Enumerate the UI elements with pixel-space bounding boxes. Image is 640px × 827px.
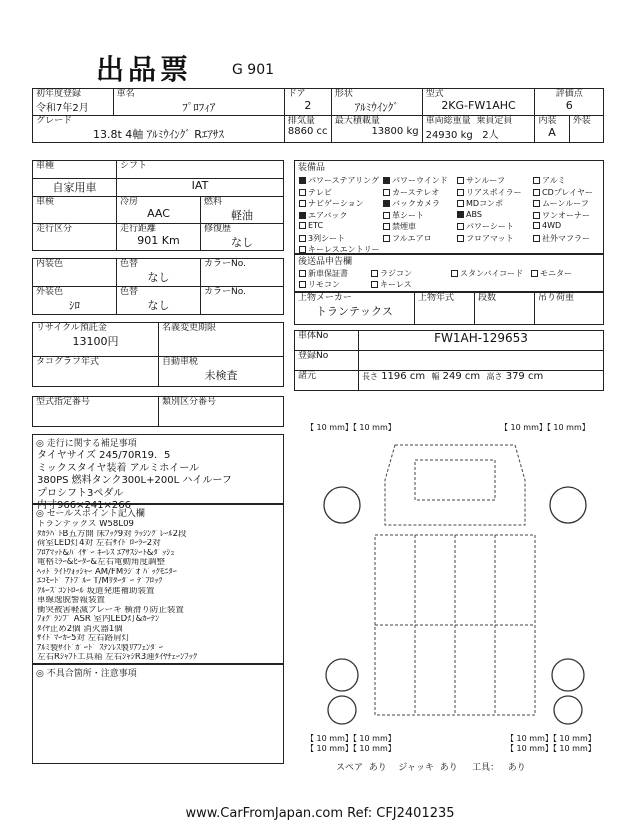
equipment-item: カーステレオ <box>383 187 439 198</box>
truck-diagram <box>320 440 590 730</box>
note-line: 内寸966×241×266 <box>37 500 132 511</box>
checkbox-icon <box>299 177 306 184</box>
checkbox-icon <box>451 270 458 277</box>
vehicle-header-table <box>32 88 604 143</box>
note-line: ﾌｫｸﾞﾗﾝﾌﾟ ASR 室内LED灯&ｶｰﾃﾝ <box>37 615 160 624</box>
model-cell: 型式 2KG-FW1AHC <box>422 89 535 116</box>
post-item: モニター <box>531 268 572 279</box>
tire-bottom-right: 【 10 mm】【 10 mm】 【 10 mm】【 10 mm】 <box>506 734 596 753</box>
equipment-item: CDプレイヤー <box>533 187 593 198</box>
equipment-box: 装備品 パワーステアリング パワーウインド サンルーフ アルミ テレビ カーステレオ リアスポイラー CDプレイヤー ナビゲーション バックカメラ MDコンポ ムーンルーフ エアバック 革シート ABS ワンオーナー ETC 禁煙車 パワーシート 4WD 3列シート フルエアロ フロアマット 社外マフラー キーレスエントリー <box>294 160 604 254</box>
notes-sales: ◎ セールスポイント記入欄 トランテックス W58L09 ﾀｶﾗﾊﾞﾄB五方開 床ﾌｯｸ9対 ﾗｯｼﾝｸﾞﾚｰﾙ2段 荷室LED灯4対 左右ｻｲﾄﾞﾛｰﾗｰ2対 ﾌﾛｱﾏｯﾄ&ﾊﾞｲｻﾞｰ ｷｰﾚｽ ｴｱｻｽｼｰﾄ&ﾀﾞｯｼｭ 電格ﾐﾗｰ&ﾋｰﾀｰ&左右電動角度調整 ﾍｯﾄﾞﾗｲﾄｳｫｯｼｬｰ AM/FMﾗｼﾞｵ ﾊﾞｯｸﾓﾆﾀｰ ｴｺﾓｰﾄﾞ ｱﾄﾌﾞﾙｰ T/Mﾘﾀｰﾀﾞｰ ﾃﾞﾌﾛｯｸ ｸﾙｰｽﾞｺﾝﾄﾛｰﾙ 坂道発進補助装置 車線逸脱警報装置 衝突被害軽減ブレーキ 横滑り防止装置 ﾌｫｸﾞﾗﾝﾌﾟ ASR 室内LED灯&ｶｰﾃﾝ ﾀｲﾔ止め2個 消火器1個 ｻｲﾄﾞﾏｰｶｰ5対 左右路肩灯 ｱﾙﾐ製ｻｲﾄﾞｶﾞｰﾄﾞ ｽﾃﾝﾚｽ製ﾘｱﾌｪﾝﾀﾞｰ 左右Rｼｬﾌﾄ工具箱 左右ｼｬｼR3連ﾀｲﾔﾁｪｰﾝﾌｯｸ <box>32 504 284 664</box>
equipment-item: キーレスエントリー <box>299 244 380 255</box>
equipment-item: ナビゲーション <box>299 198 364 209</box>
equipment-item: ムーンルーフ <box>533 198 589 209</box>
checkbox-icon <box>299 222 306 229</box>
equipment-item: 4WD <box>533 221 561 230</box>
checkbox-icon <box>457 223 464 230</box>
weight-capacity-cell: 車両総重量 乗員定員 24930 kg 2人 <box>422 116 535 143</box>
equipment-item: ワンオーナー <box>533 210 590 221</box>
notes-driving: ◎ 走行に関する補足事項 タイヤサイズ 245/70R19．5 ミックスタイヤ装着 アルミホイール 380PS 燃料タンク300L+200L ハイルーフ プロシフト3ペダル 内寸966×241×266 <box>32 434 284 504</box>
post-item: スタンバイコード <box>451 268 523 279</box>
checkbox-icon <box>383 223 390 230</box>
equipment-item: アルミ <box>533 175 566 186</box>
equipment-item: エアバック <box>299 210 347 221</box>
checkbox-icon <box>299 212 306 219</box>
checkbox-icon <box>371 281 378 288</box>
note-line: 衝突被害軽減ブレーキ 横滑り防止装置 <box>37 605 184 615</box>
note-line: タイヤサイズ 245/70R19．5 <box>37 450 171 461</box>
equipment-item: 3列シート <box>299 233 345 244</box>
note-line: ｸﾙｰｽﾞｺﾝﾄﾛｰﾙ 坂道発進補助装置 <box>37 586 155 596</box>
checkbox-icon <box>533 189 540 196</box>
equipment-item: ABS <box>457 210 482 219</box>
document-title: 出品票 <box>96 53 193 86</box>
equipment-item: 社外マフラー <box>533 233 590 244</box>
checkbox-icon <box>457 200 464 207</box>
notes-defects: ◎ 不具合箇所・注意事項 <box>32 664 284 764</box>
checkbox-icon <box>299 235 306 242</box>
name-cell: 車名 ﾌﾟﾛﾌｨｱ <box>113 89 284 116</box>
body-maker-table: 上物メーカー トランテックス 上物年式 段数 吊り荷重 <box>294 292 604 325</box>
checkbox-icon <box>533 212 540 219</box>
checkbox-icon <box>457 211 464 218</box>
sales-notes <box>33 520 283 663</box>
post-item: ラジコン <box>371 268 412 279</box>
note-line: 左右Rｼｬﾌﾄ工具箱 左右ｼｬｼR3連ﾀｲﾔﾁｪｰﾝﾌｯｸ <box>37 653 198 662</box>
checkbox-icon <box>383 177 390 184</box>
note-line: ﾀｶﾗﾊﾞﾄB五方開 床ﾌｯｸ9対 ﾗｯｼﾝｸﾞﾚｰﾙ2段 <box>37 529 187 539</box>
note-line: ｴｺﾓｰﾄﾞ ｱﾄﾌﾞﾙｰ T/Mﾘﾀｰﾀﾞｰ ﾃﾞﾌﾛｯｸ <box>37 577 163 586</box>
checkbox-icon <box>533 222 540 229</box>
checkbox-icon <box>531 270 538 277</box>
maxload-cell: 最大積載量 13800 kg <box>331 116 422 143</box>
checkbox-icon <box>457 177 464 184</box>
note-line: ﾍｯﾄﾞﾗｲﾄｳｫｯｼｬｰ AM/FMﾗｼﾞｵ ﾊﾞｯｸﾓﾆﾀｰ <box>37 567 177 577</box>
checkbox-icon <box>299 270 306 277</box>
reg-cell: 初年度登録 令和7年2月 <box>33 89 114 116</box>
note-line: 380PS 燃料タンク300L+200L ハイルーフ <box>37 475 232 486</box>
equipment-item: パワーウインド <box>383 175 448 186</box>
post-box: 後送品申告欄 新車保証書 ラジコン スタンバイコード モニター リモコン キーレス <box>294 254 604 292</box>
lot-number: G 901 <box>232 62 275 78</box>
checkbox-icon <box>383 235 390 242</box>
tire-top-right: 【 10 mm】【 10 mm】 <box>500 423 590 432</box>
equipment-item: MDコンポ <box>457 198 503 209</box>
footer-ref: www.CarFromJapan.com Ref: CFJ2401235 <box>185 806 455 821</box>
checkbox-icon <box>383 212 390 219</box>
equipment-item: 禁煙車 <box>383 221 416 232</box>
checkbox-icon <box>457 235 464 242</box>
equipment-item: パワーシート <box>457 221 514 232</box>
note-line: 電格ﾐﾗｰ&ﾋｰﾀｰ&左右電動角度調整 <box>37 558 166 567</box>
grade-cell: グレード 13.8t 4軸 ｱﾙﾐｳｲﾝｸﾞ Rｴｱｻｽ <box>33 116 285 143</box>
equipment-item: サンルーフ <box>457 175 505 186</box>
equipment-item: バックカメラ <box>383 198 440 209</box>
checkbox-icon <box>533 200 540 207</box>
checkbox-icon <box>457 189 464 196</box>
equipment-item: 革シート <box>383 210 424 221</box>
note-line: ﾀｲﾔ止め2個 消火器1個 <box>37 624 123 634</box>
note-line: ｱﾙﾐ製ｻｲﾄﾞｶﾞｰﾄﾞ ｽﾃﾝﾚｽ製ﾘｱﾌｪﾝﾀﾞｰ <box>37 643 163 653</box>
checkbox-icon <box>299 281 306 288</box>
spare-jack-tool: スペア あり ジャッキ あり 工具： あり <box>336 763 526 773</box>
equipment-item: ETC <box>299 221 323 230</box>
note-line: トランテックス W58L09 <box>37 520 134 529</box>
recycle-table: リサイクル預託金 13100円 名義変更期限 タコグラフ年式 自動車税 未検査 <box>32 322 284 387</box>
post-item: キーレス <box>371 279 412 290</box>
score-cell: 評価点 6 <box>535 89 604 116</box>
equipment-item: テレビ <box>299 187 332 198</box>
checkbox-icon <box>371 270 378 277</box>
equipment-item: パワーステアリング <box>299 175 379 186</box>
note-line: 車線逸脱警報装置 <box>37 596 106 605</box>
vin-table: 車体No FW1AH-129653 登録No 諸元 長さ 1196 cm 幅 249 cm 高さ 379 cm <box>294 330 604 391</box>
note-line: ﾌﾛｱﾏｯﾄ&ﾊﾞｲｻﾞｰ ｷｰﾚｽ ｴｱｻｽｼｰﾄ&ﾀﾞｯｼｭ <box>37 548 175 558</box>
checkbox-icon <box>299 200 306 207</box>
note-line: プロシフト3ペダル <box>37 487 124 499</box>
note-line: 荷室LED灯4対 左右ｻｲﾄﾞﾛｰﾗｰ2対 <box>37 539 161 548</box>
checkbox-icon <box>383 200 390 207</box>
checkbox-icon <box>299 189 306 196</box>
note-line: ミックスタイヤ装着 アルミホイール <box>37 462 200 474</box>
note-line: ｻｲﾄﾞﾏｰｶｰ5対 左右路肩灯 <box>37 634 131 643</box>
exterior-cell: 外装 <box>569 116 603 143</box>
tire-top-left: 【 10 mm】【 10 mm】 <box>306 423 396 432</box>
door-cell: ドア 2 <box>284 89 331 116</box>
color-table: 内装色 色替 なし カラーNo. 外装色 ｼﾛ 色替 なし カラーNo. <box>32 258 284 315</box>
post-item: リモコン <box>299 279 340 290</box>
equipment-item: フルエアロ <box>383 233 432 244</box>
checkbox-icon <box>383 189 390 196</box>
disp-cell: 排気量 8860 cc <box>284 116 331 143</box>
model-no-table: 型式指定番号 類別区分番号 <box>32 396 284 427</box>
spec-table: 車種 シフト 自家用車 IAT 車検 冷房 AAC 燃料 軽油 走行区分 走行距離 901 Km 修復歴 なし <box>32 160 284 251</box>
tire-bottom-left: 【 10 mm】【 10 mm】 【 10 mm】【 10 mm】 <box>306 734 396 753</box>
checkbox-icon <box>533 235 540 242</box>
post-item: 新車保証書 <box>299 268 348 279</box>
checkbox-icon <box>299 246 306 253</box>
equipment-item: リアスポイラー <box>457 187 522 198</box>
checkbox-icon <box>533 177 540 184</box>
shape-cell: 形状 ｱﾙﾐｳｲﾝｸﾞ <box>331 89 422 116</box>
interior-cell: 内装 A <box>535 116 569 143</box>
equipment-item: フロアマット <box>457 233 514 244</box>
